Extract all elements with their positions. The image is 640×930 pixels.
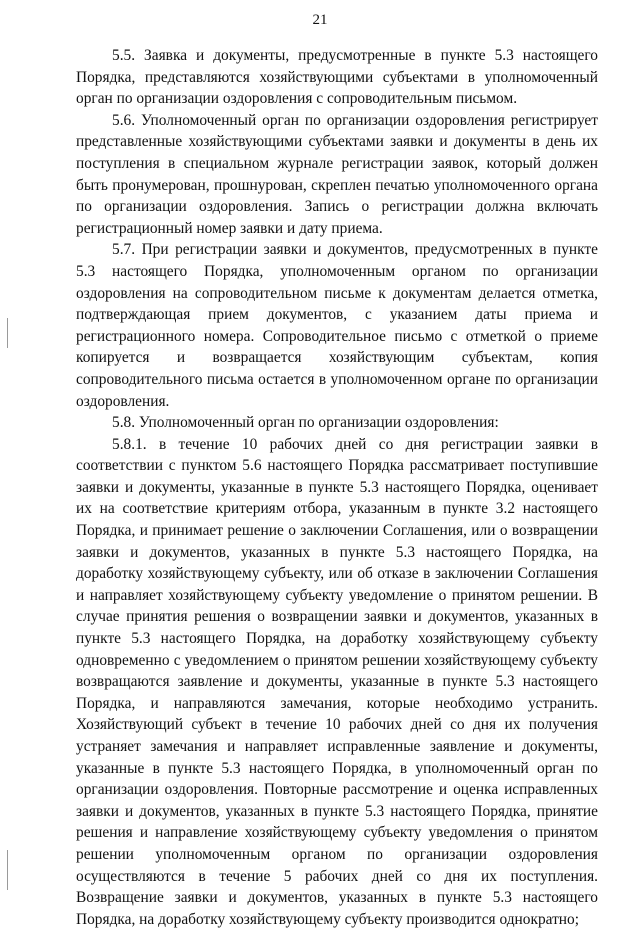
paragraph-5-8-1: 5.8.1. в течение 10 рабочих дней со дня регистрации заявки в соответствии с пунктом 5.6 настоящего Порядка рассматривает поступившие заявки и документы, указанные в пункте 5.3 настоящего Порядка, оценивает их на соответствие критериям отбора, указанным в пункте 3.2 настоящего Порядка, и принимает решение о заключении Соглашения, или о возвращении заявки и документов, указанных в пункте 5.3 настоящего Порядка, на доработку хозяйствующему субъекту, или об отказе в заключении Соглашения и направляет хозяйствующему субъекту уведомление о принятом решении. В случае принятия решения о возвращении заявки и документов, указанных в пункте 5.3 настоящего Порядка, на доработку хозяйствующему субъекту одновременно с уведомлением о принятом решении хозяйствующему субъекту возвращаются заявление и документы, указанные в пункте 5.3 настоящего Порядка, и направляются замечания, которые необходимо устранить. Хозяйствующий субъект в течение 10 рабочих дней со дня их получения устраняет замечания и направляет исправленные заявление и документы, указанные в пункте 5.3 настоящего Порядка, в уполномоченный орган по организации оздоровления. Повторные рассмотрение и оценка исправленных заявки и документов, указанных в пункте 5.3 настоящего Порядка, принятие решения и направление хозяйствующему субъекту уведомления о принятом решении уполномоченным органом по организации оздоровления осуществляются в течение 5 рабочих дней со дня их поступления. Возвращение заявки и документов, указанных в пункте 5.3 настоящего Порядка, на доработку хозяйствующему субъекту производится однократно; bbox=[76, 435, 598, 928]
paragraph-5-8: 5.8. Уполномоченный орган по организации оздоровления: bbox=[112, 414, 499, 432]
page-number: 21 bbox=[312, 12, 328, 28]
scan-edge-mark bbox=[7, 850, 8, 890]
paragraph-5-6: 5.6. Уполномоченный орган по организации оздоровления регистрирует представленные хозяйствующими субъектами заявки и документы в день их поступления в специальном журнале регистрации заявок, который должен быть пронумерован, прошнурован, скреплен печатью уполномоченного органа по организации оздоровления. Запись о регистрации должна включать регистрационный номер заявки и дату приема. bbox=[76, 111, 598, 237]
paragraph-5-7: 5.7. При регистрации заявки и документов, предусмотренных в пункте 5.3 настоящего Порядка, уполномоченным органом по организации оздоровления на сопроводительном письме к документам делается отметка, подтверждающая прием документов, с указанием даты приема и регистрационного номера. Сопроводительное письмо с отметкой о приеме копируется и возвращается хозяйствующим субъектам, копия сопроводительного письма остается в уполномоченном органе по организации оздоровления. bbox=[76, 241, 598, 410]
paragraph-5-5: 5.5. Заявка и документы, предусмотренные в пункте 5.3 настоящего Порядка, представляются хозяйствующими субъектами в уполномоченный орган по организации оздоровления с сопроводительным письмом. bbox=[76, 47, 598, 108]
document-body bbox=[76, 45, 598, 930]
scan-edge-mark bbox=[7, 318, 8, 348]
